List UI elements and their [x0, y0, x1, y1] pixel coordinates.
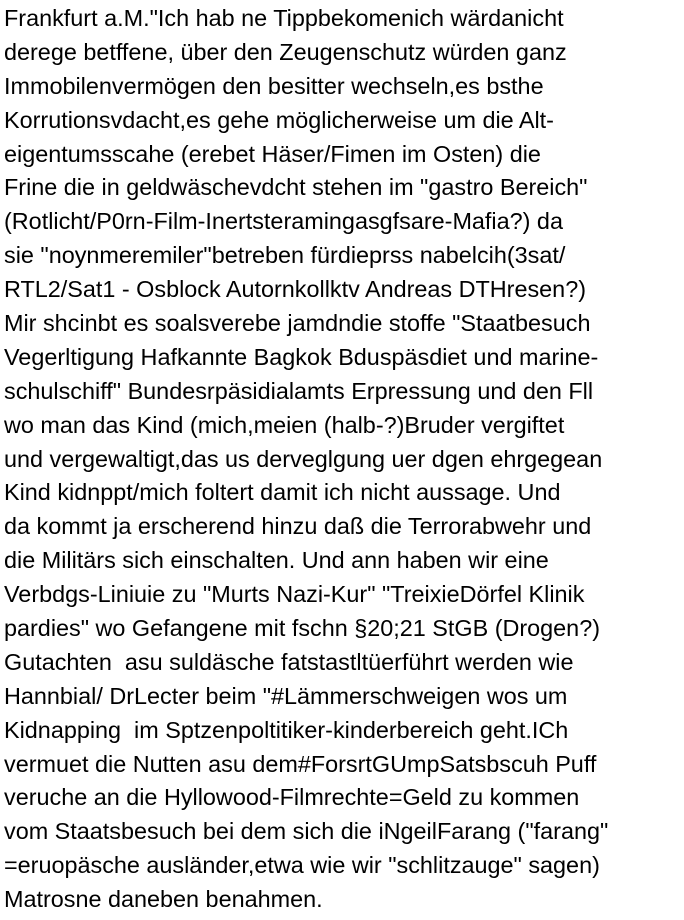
- text-line: Immobilenvermögen den besitter wechseln,es bsthe: [4, 72, 544, 99]
- text-line: =eruopäsche ausländer,etwa wie wir "schlitzauge" sagen): [4, 852, 600, 879]
- text-line: veruche an die Hyllowood-Filmrechte=Geld zu kommen: [4, 784, 580, 811]
- text-line: Gutachten asu suldäsche fatstastltüerführt werden wie: [4, 648, 574, 675]
- body-text: [4, 2, 684, 917]
- text-line: RTL2/Sat1 - Osblock Autornkollktv Andreas DTHresen?): [4, 276, 586, 303]
- text-line: Kind kidnppt/mich foltert damit ich nicht aussage. Und: [4, 479, 561, 506]
- text-line: vermuet die Nutten asu dem#ForsrtGUmpSatsbscuh Puff: [4, 750, 597, 777]
- text-line: derege betffene, über den Zeugenschutz würden ganz: [4, 38, 567, 65]
- text-line: Frankfurt a.M."Ich hab ne Tippbekomenich wärdanicht: [4, 5, 564, 31]
- text-line: Kidnapping im Sptzenpoltitiker-kinderbereich geht.ICh: [4, 716, 569, 743]
- text-line: eigentumsscahe (erebet Häser/Fimen im Osten) die: [4, 140, 541, 167]
- text-line: wo man das Kind (mich,meien (halb-?)Bruder vergiftet: [4, 411, 565, 438]
- text-line: Verbdgs-Liniuie zu "Murts Nazi-Kur" "TreixieDörfel Klinik: [4, 581, 585, 608]
- text-line: pardies" wo Gefangene mit fschn §20;21 StGB (Drogen?): [4, 615, 600, 642]
- text-line: Matrosne daneben benahmen.: [4, 886, 323, 913]
- text-line: vom Staatsbesuch bei dem sich die iNgeilFarang ("farang": [4, 818, 609, 845]
- text-line: die Militärs sich einschalten. Und ann haben wir eine: [4, 547, 549, 574]
- text-line: (Rotlicht/P0rn-Film-Inertsteramingasgfsare-Mafia?) da: [4, 208, 563, 235]
- text-line: Hannbial/ DrLecter beim "#Lämmerschweigen wos um: [4, 682, 568, 709]
- text-line: und vergewaltigt,das us derveglgung uer dgen ehrgegean: [4, 445, 603, 472]
- text-line: Mir shcinbt es soalsverebe jamdndie stoffe "Staatbesuch: [4, 310, 591, 337]
- text-line: Vegerltigung Hafkannte Bagkok Bduspäsdiet und marine-: [4, 343, 599, 370]
- text-line: Korrutionsvdacht,es gehe möglicherweise um die Alt-: [4, 106, 554, 133]
- text-line: da kommt ja erscherend hinzu daß die Terrorabwehr und: [4, 513, 592, 540]
- text-line: Frine die in geldwäschevdcht stehen im "gastro Bereich": [4, 174, 588, 201]
- text-line: sie "noynmeremiler"betreben fürdieprss nabelcih(3sat/: [4, 242, 566, 269]
- text-line: schulschiff" Bundesrpäsidialamts Erpressung und den Fll: [4, 377, 594, 404]
